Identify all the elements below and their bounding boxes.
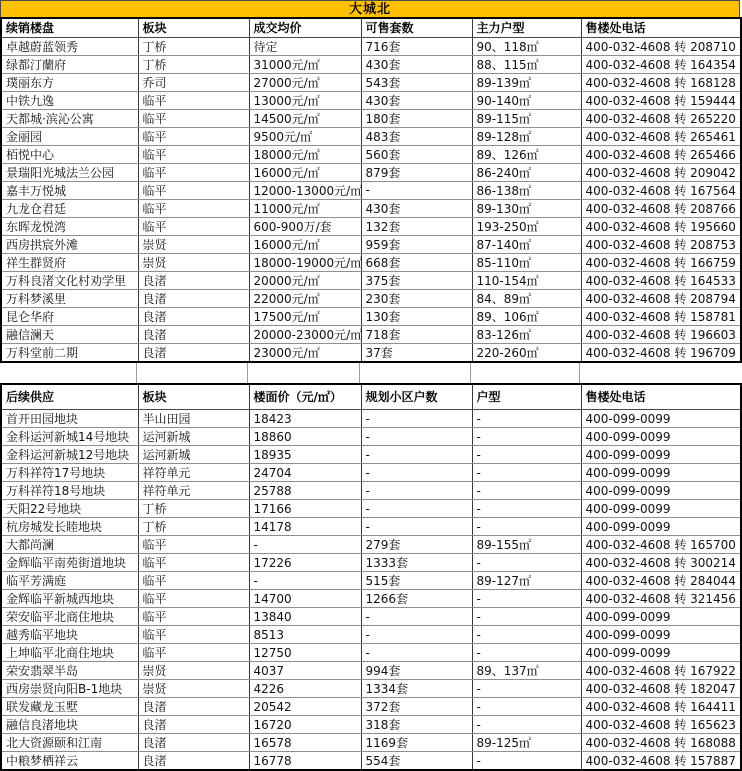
cell: 220-260㎡ [472, 343, 581, 362]
project-name-cell: 东晖龙悦湾 [1, 217, 138, 235]
cell: 祥符单元 [138, 482, 249, 500]
cell: - [361, 500, 472, 518]
cell: 959套 [361, 235, 472, 253]
project-name-cell: 万科祥符18号地块 [1, 482, 138, 500]
upcoming-table-header [1, 384, 741, 410]
cell: 临平 [138, 644, 249, 662]
cell: - [472, 590, 581, 608]
phone-cell: 400-032-4608 转 168128 [581, 73, 741, 91]
cell: 临平 [138, 590, 249, 608]
column-header: 板块 [138, 384, 249, 410]
phone-cell: 400-032-4608 转 182047 [581, 680, 741, 698]
cell: - [472, 554, 581, 572]
phone-cell: 400-032-4608 转 166759 [581, 253, 741, 271]
cell: 临平 [138, 554, 249, 572]
phone-cell: 400-032-4608 转 208766 [581, 199, 741, 217]
project-name-cell: 西房拱宸外滩 [1, 235, 138, 253]
cell: 4037 [249, 662, 361, 680]
cell: - [472, 482, 581, 500]
phone-cell: 400-032-4608 转 196709 [581, 343, 741, 362]
cell: - [361, 626, 472, 644]
cell: 8513 [249, 626, 361, 644]
cell: - [472, 464, 581, 482]
cell: 180套 [361, 109, 472, 127]
cell: 祥符单元 [138, 464, 249, 482]
cell: 86-240㎡ [472, 163, 581, 181]
phone-cell: 400-099-0099 [581, 608, 741, 626]
cell: - [472, 626, 581, 644]
table-row [1, 271, 741, 289]
cell: - [361, 464, 472, 482]
project-name-cell: 金科运河新城14号地块 [1, 428, 138, 446]
cell: 88、115㎡ [472, 55, 581, 73]
cell: 25788 [249, 482, 361, 500]
cell: - [361, 428, 472, 446]
project-name-cell: 祥生群贤府 [1, 253, 138, 271]
cell: 良渚 [138, 716, 249, 734]
phone-cell: 400-099-0099 [581, 500, 741, 518]
cell: 230套 [361, 289, 472, 307]
cell: - [472, 752, 581, 771]
project-name-cell: 九龙仓君廷 [1, 199, 138, 217]
gridline-stub [470, 363, 471, 383]
cell: 良渚 [138, 752, 249, 771]
column-header: 可售套数 [361, 18, 472, 37]
table-row [1, 73, 741, 91]
cell: 318套 [361, 716, 472, 734]
cell: 17226 [249, 554, 361, 572]
project-name-cell: 天阳22号地块 [1, 500, 138, 518]
table-row [1, 217, 741, 235]
cell: 临平 [138, 127, 249, 145]
table-row [1, 37, 741, 55]
cell: 89、137㎡ [472, 662, 581, 680]
table-row [1, 55, 741, 73]
phone-cell: 400-032-4608 转 265466 [581, 145, 741, 163]
phone-cell: 400-032-4608 转 164533 [581, 271, 741, 289]
phone-cell: 400-099-0099 [581, 626, 741, 644]
cell: 130套 [361, 307, 472, 325]
table-row [1, 500, 741, 518]
cell: 16720 [249, 716, 361, 734]
cell: 37套 [361, 343, 472, 362]
project-name-cell: 首开田园地块 [1, 410, 138, 428]
project-name-cell: 联发藏龙玉墅 [1, 698, 138, 716]
cell: 89-139㎡ [472, 73, 581, 91]
cell: 554套 [361, 752, 472, 771]
onsale-table-header [1, 18, 741, 37]
cell: 89-125㎡ [472, 734, 581, 752]
project-name-cell: 万科祥符17号地块 [1, 464, 138, 482]
table-row [1, 145, 741, 163]
cell: 14700 [249, 590, 361, 608]
cell: 13000元/㎡ [249, 91, 361, 109]
cell: 879套 [361, 163, 472, 181]
cell: 375套 [361, 271, 472, 289]
table-row [1, 590, 741, 608]
phone-cell: 400-032-4608 转 165623 [581, 716, 741, 734]
project-name-cell: 卓越蔚蓝领秀 [1, 37, 138, 55]
cell: 崇贤 [138, 235, 249, 253]
cell: 20542 [249, 698, 361, 716]
cell: - [472, 500, 581, 518]
cell: - [472, 410, 581, 428]
table-row [1, 464, 741, 482]
cell: 31000元/㎡ [249, 55, 361, 73]
phone-cell: 400-032-4608 转 164354 [581, 55, 741, 73]
cell: 279套 [361, 536, 472, 554]
onsale-projects-table [0, 17, 742, 363]
project-name-cell: 越秀临平地块 [1, 626, 138, 644]
phone-cell: 400-099-0099 [581, 428, 741, 446]
cell: 27000元/㎡ [249, 73, 361, 91]
cell: - [472, 716, 581, 734]
cell: 430套 [361, 199, 472, 217]
cell: - [472, 428, 581, 446]
column-header: 规划小区户数 [361, 384, 472, 410]
project-name-cell: 西房崇贤向阳B-1地块 [1, 680, 138, 698]
table-row [1, 109, 741, 127]
cell: 良渚 [138, 289, 249, 307]
gridline-stub [579, 363, 580, 383]
cell: 17166 [249, 500, 361, 518]
project-name-cell: 景瑞阳光城法兰公园 [1, 163, 138, 181]
gridline-stub [247, 363, 248, 383]
phone-cell: 400-032-4608 转 208794 [581, 289, 741, 307]
column-header: 售楼处电话 [581, 18, 741, 37]
phone-cell: 400-032-4608 转 209042 [581, 163, 741, 181]
table-row [1, 343, 741, 362]
cell: 193-250㎡ [472, 217, 581, 235]
cell: 14500元/㎡ [249, 109, 361, 127]
project-name-cell: 金丽园 [1, 127, 138, 145]
cell: 430套 [361, 55, 472, 73]
project-name-cell: 上坤临平北商住地块 [1, 644, 138, 662]
cell: 89、126㎡ [472, 145, 581, 163]
cell: 崇贤 [138, 680, 249, 698]
phone-cell: 400-099-0099 [581, 482, 741, 500]
cell: 崇贤 [138, 662, 249, 680]
project-name-cell: 万科堂前二期 [1, 343, 138, 362]
table-row [1, 716, 741, 734]
cell: 23000元/㎡ [249, 343, 361, 362]
header-row [1, 384, 741, 410]
cell: 89-128㎡ [472, 127, 581, 145]
project-name-cell: 昆仑华府 [1, 307, 138, 325]
phone-cell: 400-032-4608 转 265461 [581, 127, 741, 145]
header-row [1, 18, 741, 37]
phone-cell: 400-032-4608 转 165700 [581, 536, 741, 554]
project-name-cell: 融信良渚地块 [1, 716, 138, 734]
table-row [1, 410, 741, 428]
table-row [1, 554, 741, 572]
column-header: 续销楼盘 [1, 18, 138, 37]
cell: 14178 [249, 518, 361, 536]
column-header: 售楼处电话 [581, 384, 741, 410]
cell: 临平 [138, 536, 249, 554]
table-row [1, 734, 741, 752]
column-header: 成交均价 [249, 18, 361, 37]
cell: - [361, 410, 472, 428]
cell: 临平 [138, 626, 249, 644]
phone-cell: 400-032-4608 转 208710 [581, 37, 741, 55]
cell: 12000-13000元/㎡ [249, 181, 361, 199]
cell: - [249, 536, 361, 554]
cell: 87-140㎡ [472, 235, 581, 253]
project-name-cell: 金辉临平新城西地块 [1, 590, 138, 608]
cell: 16778 [249, 752, 361, 771]
cell: 716套 [361, 37, 472, 55]
phone-cell: 400-032-4608 转 265220 [581, 109, 741, 127]
project-name-cell: 万科梦溪里 [1, 289, 138, 307]
cell: 良渚 [138, 307, 249, 325]
cell: - [361, 608, 472, 626]
cell: 12750 [249, 644, 361, 662]
project-name-cell: 中铁九逸 [1, 91, 138, 109]
column-header: 主力户型 [472, 18, 581, 37]
upcoming-table-body [1, 410, 741, 771]
table-row [1, 572, 741, 590]
cell: - [361, 181, 472, 199]
cell: 90、118㎡ [472, 37, 581, 55]
cell: - [472, 446, 581, 464]
cell: 86-138㎡ [472, 181, 581, 199]
phone-cell: 400-032-4608 转 208753 [581, 235, 741, 253]
cell: 临平 [138, 217, 249, 235]
cell: - [361, 644, 472, 662]
cell: 乔司 [138, 73, 249, 91]
phone-cell: 400-032-4608 转 164411 [581, 698, 741, 716]
cell: 1266套 [361, 590, 472, 608]
phone-cell: 400-099-0099 [581, 446, 741, 464]
column-header: 板块 [138, 18, 249, 37]
phone-cell: 400-099-0099 [581, 410, 741, 428]
phone-cell: 400-032-4608 转 157887 [581, 752, 741, 771]
cell: 18423 [249, 410, 361, 428]
cell: 16000元/㎡ [249, 163, 361, 181]
project-name-cell: 杭房城发长睦地块 [1, 518, 138, 536]
cell: - [472, 680, 581, 698]
phone-cell: 400-032-4608 转 300214 [581, 554, 741, 572]
cell: 543套 [361, 73, 472, 91]
cell: 18000元/㎡ [249, 145, 361, 163]
cell: 89-130㎡ [472, 199, 581, 217]
cell: 丁桥 [138, 37, 249, 55]
cell: 89-127㎡ [472, 572, 581, 590]
cell: 24704 [249, 464, 361, 482]
table-row [1, 626, 741, 644]
phone-cell: 400-032-4608 转 167564 [581, 181, 741, 199]
project-name-cell: 临平芳满庭 [1, 572, 138, 590]
table-row [1, 428, 741, 446]
table-row [1, 253, 741, 271]
cell: 9500元/㎡ [249, 127, 361, 145]
cell: 待定 [249, 37, 361, 55]
project-name-cell: 中粮梦栖祥云 [1, 752, 138, 771]
project-name-cell: 金辉临平南苑街道地块 [1, 554, 138, 572]
cell: 110-154㎡ [472, 271, 581, 289]
project-name-cell: 荣安临平北商住地块 [1, 608, 138, 626]
cell: 1333套 [361, 554, 472, 572]
phone-cell: 400-032-4608 转 158781 [581, 307, 741, 325]
cell: 18000-19000元/㎡ [249, 253, 361, 271]
phone-cell: 400-032-4608 转 321456 [581, 590, 741, 608]
phone-cell: 400-099-0099 [581, 644, 741, 662]
phone-cell: 400-099-0099 [581, 464, 741, 482]
cell: - [472, 698, 581, 716]
phone-cell: 400-032-4608 转 168088 [581, 734, 741, 752]
cell: 17500元/㎡ [249, 307, 361, 325]
table-row [1, 536, 741, 554]
project-name-cell: 融信澜天 [1, 325, 138, 343]
cell: 718套 [361, 325, 472, 343]
cell: 483套 [361, 127, 472, 145]
cell: - [249, 572, 361, 590]
cell: 崇贤 [138, 253, 249, 271]
phone-cell: 400-032-4608 转 284044 [581, 572, 741, 590]
cell: 22000元/㎡ [249, 289, 361, 307]
cell: 89-115㎡ [472, 109, 581, 127]
cell: 515套 [361, 572, 472, 590]
table-gap [0, 363, 740, 383]
cell: 600-900万/套 [249, 217, 361, 235]
project-name-cell: 绿都汀蘭府 [1, 55, 138, 73]
upcoming-supply-table [0, 383, 742, 771]
cell: 临平 [138, 145, 249, 163]
cell: 良渚 [138, 734, 249, 752]
cell: 运河新城 [138, 446, 249, 464]
cell: 668套 [361, 253, 472, 271]
cell: 90-140㎡ [472, 91, 581, 109]
table-row [1, 127, 741, 145]
region-title: 大城北 [0, 0, 740, 17]
cell: 994套 [361, 662, 472, 680]
cell: - [472, 644, 581, 662]
table-row [1, 644, 741, 662]
project-name-cell: 荣安翡翠半岛 [1, 662, 138, 680]
phone-cell: 400-032-4608 转 195660 [581, 217, 741, 235]
gridline-stub [359, 363, 360, 383]
cell: 良渚 [138, 271, 249, 289]
cell: 丁桥 [138, 55, 249, 73]
cell: 良渚 [138, 325, 249, 343]
cell: 丁桥 [138, 518, 249, 536]
cell: 临平 [138, 91, 249, 109]
table-row [1, 698, 741, 716]
cell: 83-126㎡ [472, 325, 581, 343]
project-name-cell: 金科运河新城12号地块 [1, 446, 138, 464]
table-row [1, 518, 741, 536]
cell: 1169套 [361, 734, 472, 752]
cell: 16000元/㎡ [249, 235, 361, 253]
column-header: 后续供应 [1, 384, 138, 410]
cell: - [361, 518, 472, 536]
cell: 11000元/㎡ [249, 199, 361, 217]
cell: 临平 [138, 572, 249, 590]
cell: 18935 [249, 446, 361, 464]
cell: 372套 [361, 698, 472, 716]
cell: 1334套 [361, 680, 472, 698]
cell: 16578 [249, 734, 361, 752]
project-name-cell: 北大资源颐和江南 [1, 734, 138, 752]
table-row [1, 325, 741, 343]
cell: 运河新城 [138, 428, 249, 446]
cell: 半山田园 [138, 410, 249, 428]
cell: 临平 [138, 109, 249, 127]
phone-cell: 400-032-4608 转 196603 [581, 325, 741, 343]
project-name-cell: 大都尚澜 [1, 536, 138, 554]
project-name-cell: 天都城·滨沁公寓 [1, 109, 138, 127]
project-name-cell: 嘉丰万悦城 [1, 181, 138, 199]
cell: - [361, 482, 472, 500]
table-row [1, 91, 741, 109]
phone-cell: 400-099-0099 [581, 518, 741, 536]
cell: 85-110㎡ [472, 253, 581, 271]
table-row [1, 482, 741, 500]
table-row [1, 163, 741, 181]
cell: - [472, 608, 581, 626]
cell: 132套 [361, 217, 472, 235]
table-row [1, 680, 741, 698]
cell: 20000-23000元/㎡ [249, 325, 361, 343]
cell: 丁桥 [138, 500, 249, 518]
cell: 18860 [249, 428, 361, 446]
cell: 89、106㎡ [472, 307, 581, 325]
phone-cell: 400-032-4608 转 159444 [581, 91, 741, 109]
cell: 临平 [138, 163, 249, 181]
cell: 430套 [361, 91, 472, 109]
table-row [1, 235, 741, 253]
cell: - [361, 446, 472, 464]
table-row [1, 289, 741, 307]
cell: 89-155㎡ [472, 536, 581, 554]
cell: 良渚 [138, 343, 249, 362]
table-row [1, 662, 741, 680]
cell: 临平 [138, 199, 249, 217]
project-name-cell: 栢悦中心 [1, 145, 138, 163]
table-row [1, 608, 741, 626]
cell: - [472, 518, 581, 536]
cell: 84、89㎡ [472, 289, 581, 307]
cell: 临平 [138, 608, 249, 626]
cell: 20000元/㎡ [249, 271, 361, 289]
table-row [1, 307, 741, 325]
cell: 临平 [138, 181, 249, 199]
table-row [1, 181, 741, 199]
cell: 4226 [249, 680, 361, 698]
table-row [1, 199, 741, 217]
phone-cell: 400-032-4608 转 167922 [581, 662, 741, 680]
onsale-table-body [1, 37, 741, 362]
table-row [1, 446, 741, 464]
cell: 560套 [361, 145, 472, 163]
column-header: 户型 [472, 384, 581, 410]
column-header: 楼面价（元/㎡） [249, 384, 361, 410]
project-name-cell: 璞丽东方 [1, 73, 138, 91]
project-name-cell: 万科良渚文化村劝学里 [1, 271, 138, 289]
table-row [1, 752, 741, 771]
cell: 13840 [249, 608, 361, 626]
gridline-stub [136, 363, 137, 383]
cell: 良渚 [138, 698, 249, 716]
